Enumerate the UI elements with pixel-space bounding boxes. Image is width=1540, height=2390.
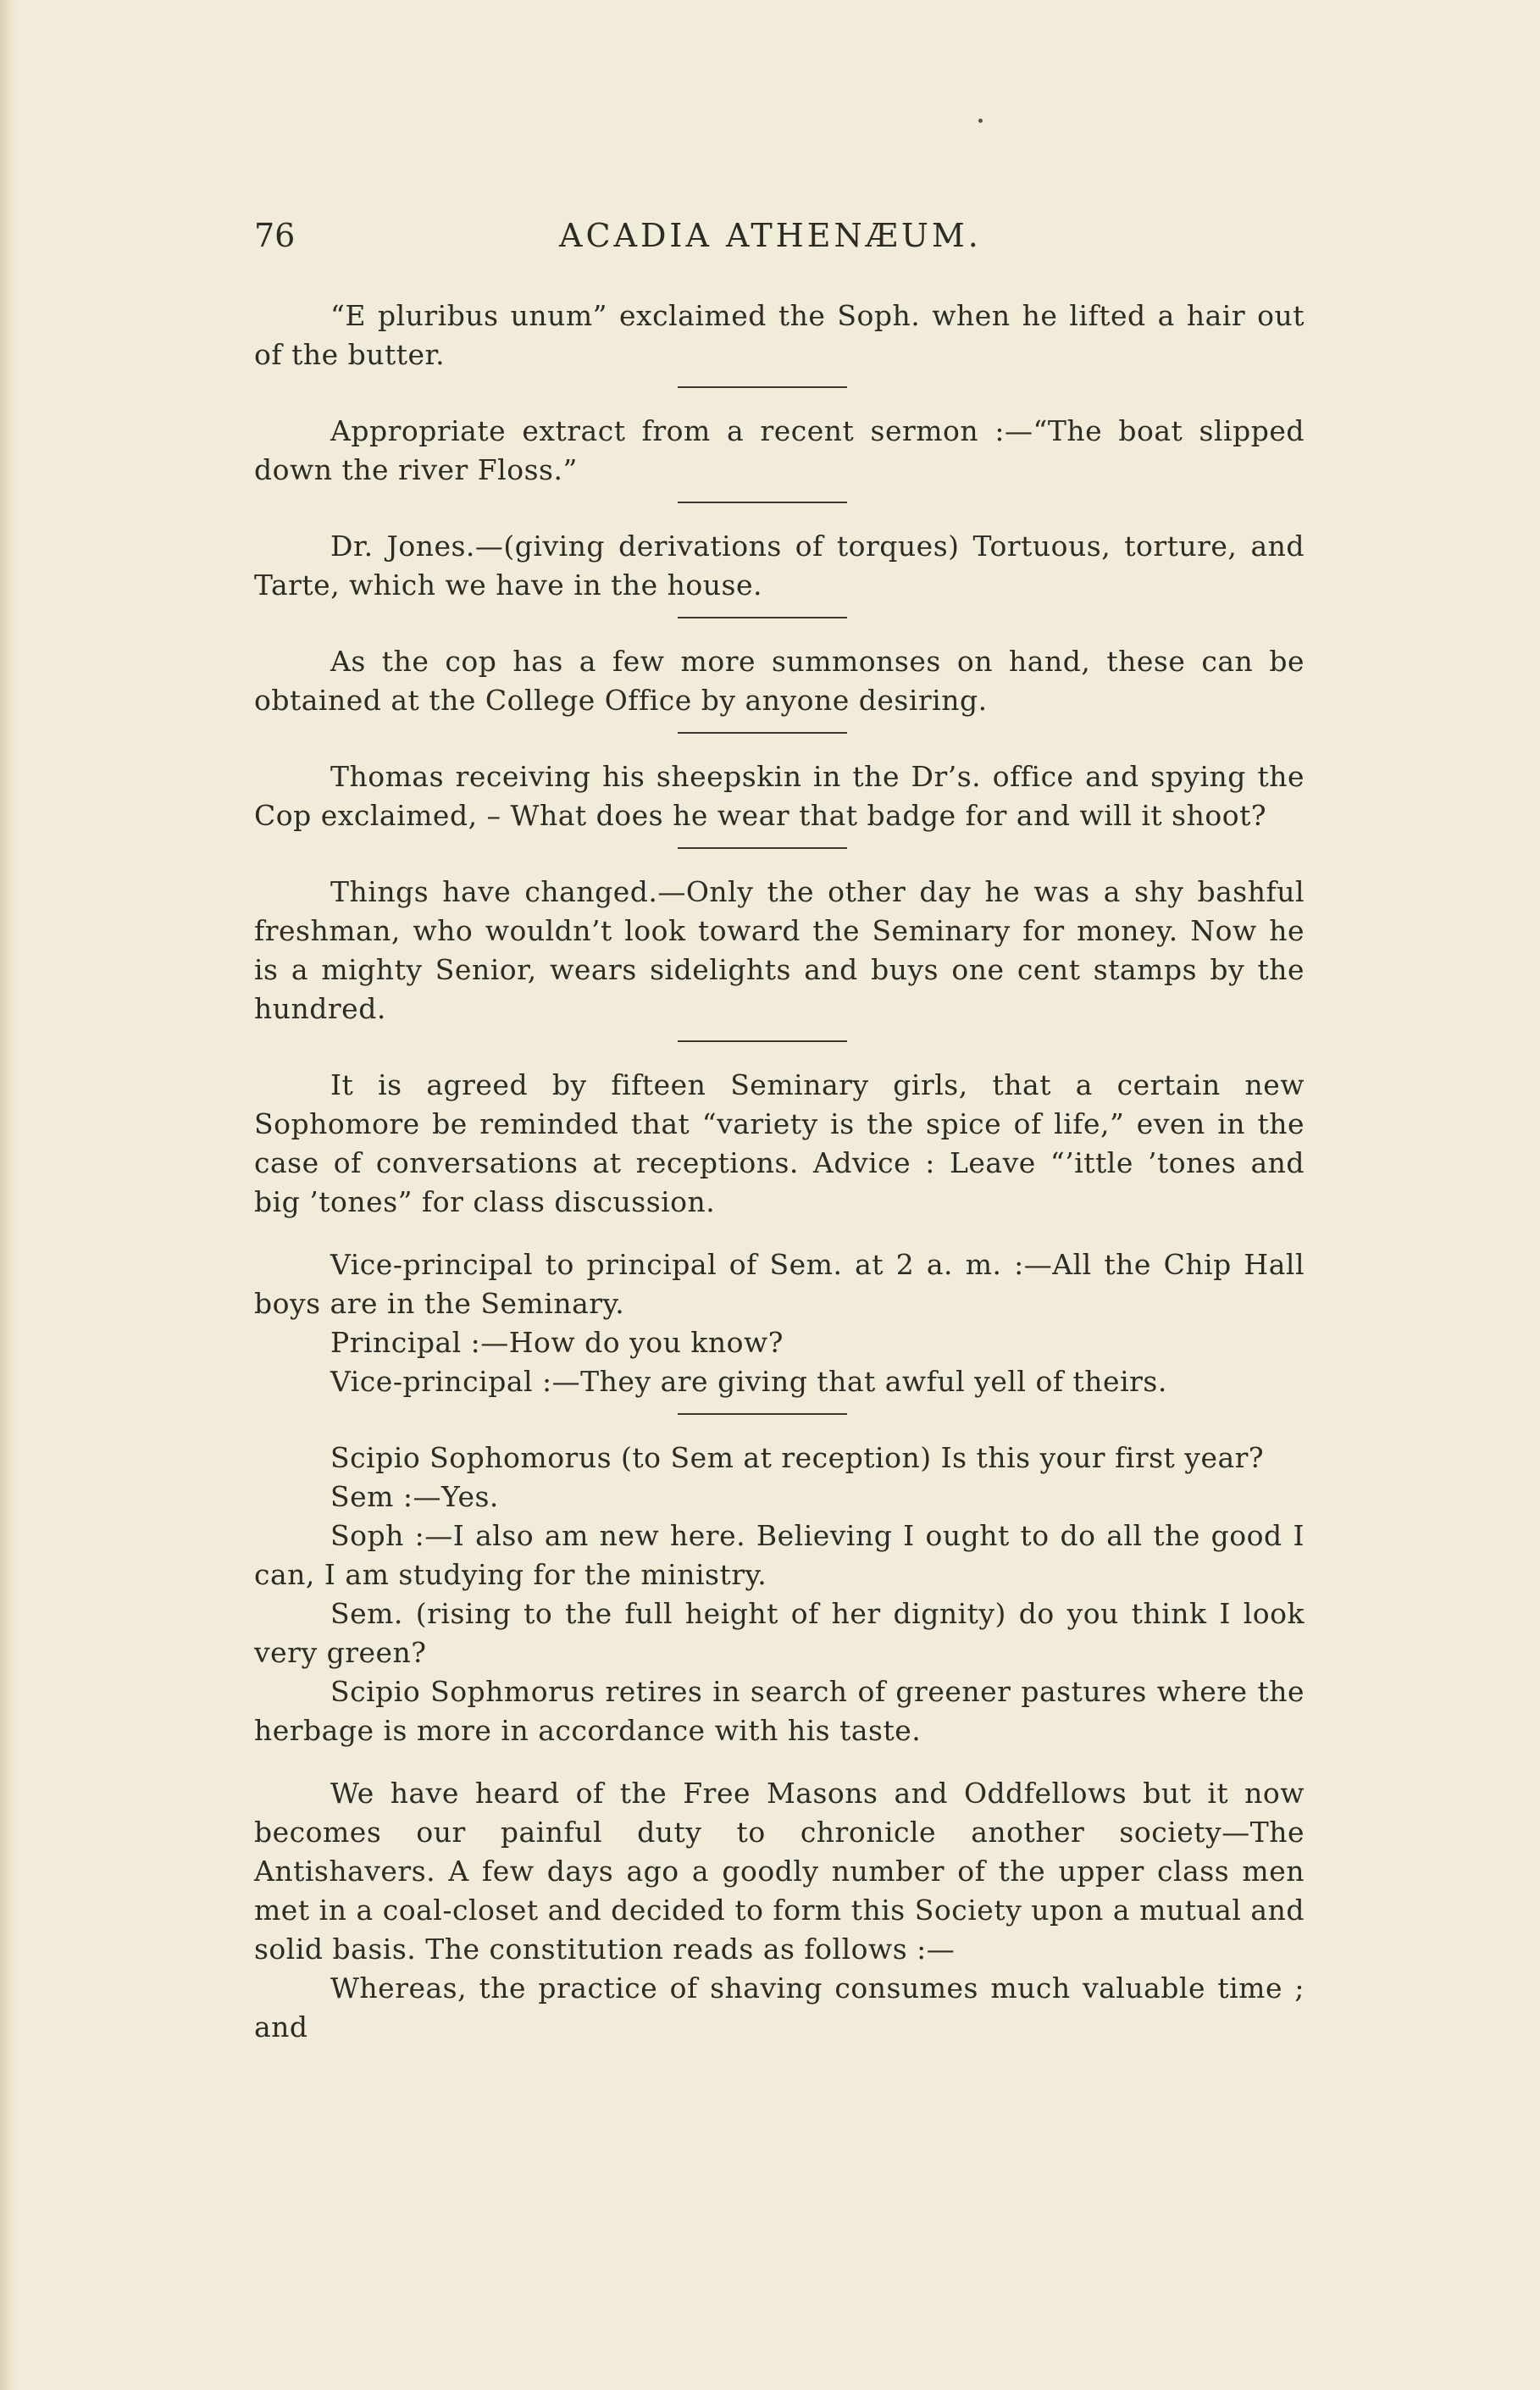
divider-rule (678, 1040, 847, 1042)
dialogue-line: Scipio Sophomorus (to Sem at reception) Is this your first year? (330, 1441, 1265, 1474)
ink-speck (978, 119, 983, 123)
divider-rule (678, 617, 847, 618)
dialogue-line: Principal :—How do you know? (330, 1326, 784, 1359)
paragraph: It is agreed by fifteen Seminary girls, that a certain new Sophomore be reminded that “variety is the spice of life,” even in the case of conversations at receptions. Advice : Leave “’ittle ’tones and big ’tones” for class discussion. (254, 1068, 1305, 1218)
dialogue-line: Vice-principal :—They are giving that awful yell of theirs. (330, 1365, 1167, 1398)
paragraph: We have heard of the Free Masons and Oddfellows but it now becomes our painful duty to chronicle another society—The Antishavers. A few days ago a goodly number of the upper class men met in a coal-closet and decided to form this Society upon a mutual and solid basis. The constitution reads as follows :— (254, 1777, 1305, 1966)
paragraph: Thomas receiving his sheepskin in the Dr’s. office and spying the Cop exclaimed, – What does he wear that badge for and will it shoot? (254, 760, 1305, 832)
dialogue-line: Sem. (rising to the full height of her dignity) do you think I look very green? (254, 1597, 1305, 1669)
divider-rule (678, 847, 847, 849)
paragraph: Whereas, the practice of shaving consumes much valuable time ; and (254, 1971, 1305, 2043)
journal-title: ACADIA ATHENÆUM. (559, 217, 982, 254)
paragraph: “E pluribus unum” exclaimed the Soph. when he lifted a hair out of the butter. (254, 299, 1305, 371)
paragraph: As the cop has a few more summonses on hand, these can be obtained at the College Office by anyone desiring. (254, 645, 1305, 717)
page-edge (0, 0, 19, 2390)
text-column (254, 297, 1305, 2047)
page-header (254, 217, 1305, 259)
page-number: 76 (254, 217, 296, 254)
dialogue-line: Scipio Sophmorus retires in search of greener pastures where the herbage is more in accordance with his taste. (254, 1675, 1305, 1747)
dialogue-line: Sem :—Yes. (330, 1480, 499, 1513)
paragraph: Things have changed.—Only the other day he was a shy bashful freshman, who wouldn’t look toward the Seminary for money. Now he is a mighty Senior, wears sidelights and buys one cent stamps by the hundred. (254, 875, 1305, 1025)
divider-rule (678, 732, 847, 734)
divider-rule (678, 1413, 847, 1415)
divider-rule (678, 502, 847, 503)
divider-rule (678, 386, 847, 388)
dialogue-line: Vice-principal to principal of Sem. at 2 a. m. :—All the Chip Hall boys are in the Seminary. (254, 1248, 1305, 1320)
paragraph: Appropriate extract from a recent sermon :—“The boat slipped down the river Floss.” (254, 414, 1305, 486)
paragraph: Dr. Jones.—(giving derivations of torques) Tortuous, torture, and Tarte, which we have in the house. (254, 530, 1305, 602)
dialogue-line: Soph :—I also am new here. Believing I ought to do all the good I can, I am studying for the ministry. (254, 1519, 1305, 1591)
